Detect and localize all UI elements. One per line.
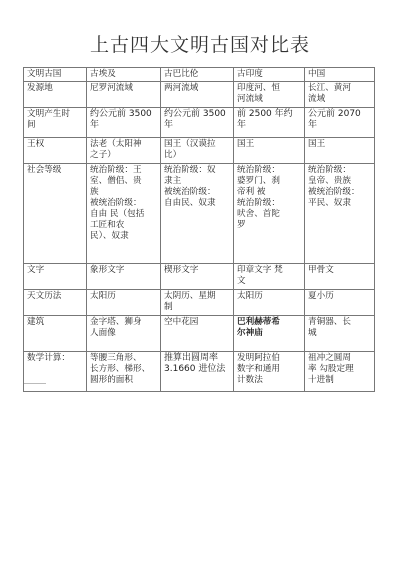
table-cell: 金字塔、狮身 人面像	[87, 316, 161, 352]
table-cell: 太阳历	[234, 290, 305, 316]
table-row	[24, 352, 375, 392]
table-cell: 统治阶级： 婆罗门、刹 帝利 被 统治阶级： 吠舍、首陀 罗	[234, 164, 305, 264]
table-cell: 空中花园	[161, 316, 234, 352]
table-cell: 法老（太阳神 之子）	[87, 138, 161, 164]
table-cell: 青铜器、长 城	[305, 316, 375, 352]
table-cell: 前 2500 年约 年	[234, 108, 305, 138]
table-cell: 国王	[305, 138, 375, 164]
table-cell: 太阳历	[87, 290, 161, 316]
table-cell: 夏小历	[305, 290, 375, 316]
page-title: 上古四大文明古国对比表	[89, 34, 310, 56]
table-row	[24, 290, 375, 316]
table-row	[24, 164, 375, 264]
table-cell: 祖冲之圆周 率 勾股定理 十进制	[305, 352, 375, 392]
table-cell: 统治阶级： 皇帝、贵族 被统治阶级： 平民、奴隶	[305, 164, 375, 264]
header-cell: 中国	[305, 68, 375, 82]
table-cell: 国王（汉谟拉 比）	[161, 138, 234, 164]
table-cell: 推算出圆周率 3.1660 进位法	[161, 352, 234, 392]
table-cell: 太阴历、星期 制	[161, 290, 234, 316]
table-cell: 楔形文字	[161, 264, 234, 290]
row-label: 天文历法	[24, 290, 87, 316]
comparison-table	[23, 67, 375, 392]
table-cell: 约公元前 3500 年	[161, 108, 234, 138]
table-row	[24, 316, 375, 352]
row-label: 数学计算：	[24, 352, 87, 392]
row-label: 社会等级	[24, 164, 87, 264]
table-cell: 约公元前 3500 年	[87, 108, 161, 138]
header-cell: 古埃及	[87, 68, 161, 82]
table-cell: 印章文字 梵 文	[234, 264, 305, 290]
row-label: 王权	[24, 138, 87, 164]
table-cell: 等腰三角形、 长方形、梯形、 圆形的面积	[87, 352, 161, 392]
header-cell: 古巴比伦	[161, 68, 234, 82]
row-label: 建筑	[24, 316, 87, 352]
row-label: 文明产生时 间	[24, 108, 87, 138]
row-label: 文字	[24, 264, 87, 290]
table-cell: 统治阶级：王 室、僧侣、贵 族 被统治阶级： 自由 民（包括 工匠和农 民）、奴隶	[87, 164, 161, 264]
footer-divider	[24, 383, 46, 384]
table-cell: 发明阿拉伯 数字和通用 计数法	[234, 352, 305, 392]
table-cell: 国王	[234, 138, 305, 164]
header-cell: 文明古国	[24, 68, 87, 82]
table-cell: 公元前 2070 年	[305, 108, 375, 138]
table-cell: 甲骨文	[305, 264, 375, 290]
header-cell: 古印度	[234, 68, 305, 82]
table-cell: 统治阶级：奴 隶主 被统治阶级： 自由民、奴隶	[161, 164, 234, 264]
table-cell: 长江、黄河 流域	[305, 82, 375, 108]
table-header-row	[24, 68, 375, 82]
table-cell: 巴利赫蒂希 尔神庙	[234, 316, 305, 352]
row-label: 发源地	[24, 82, 87, 108]
table-row	[24, 108, 375, 138]
table-cell: 两河流域	[161, 82, 234, 108]
table-cell: 象形文字	[87, 264, 161, 290]
table-cell: 印度河、恒 河流域	[234, 82, 305, 108]
table-cell: 尼罗河流域	[87, 82, 161, 108]
table-row	[24, 264, 375, 290]
table-row	[24, 82, 375, 108]
table-row	[24, 138, 375, 164]
